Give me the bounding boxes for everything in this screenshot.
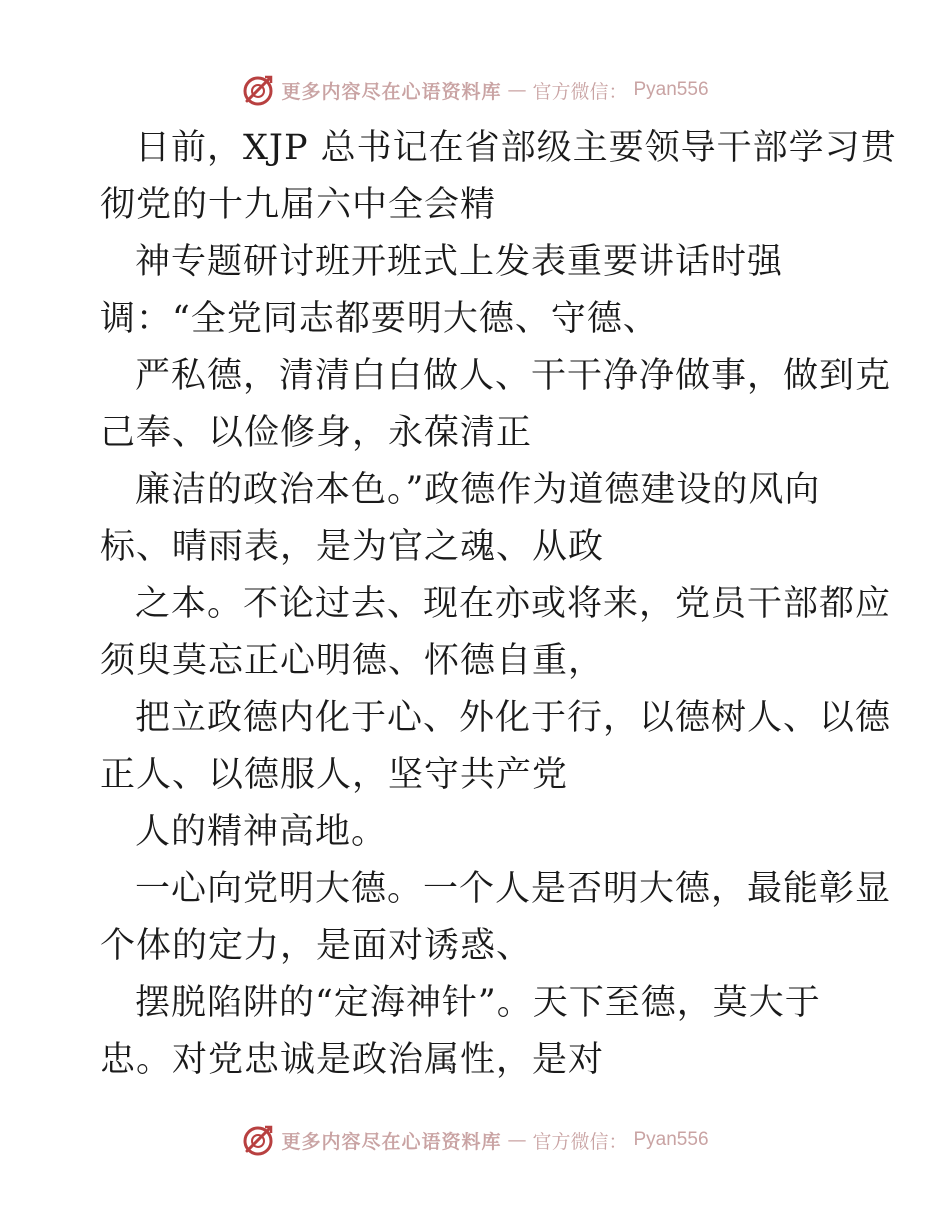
text-line: 彻党的十九届六中全会精 (100, 185, 497, 225)
banner-dash: — (507, 79, 527, 101)
banner-main-text: 更多内容尽在心语资料库 (281, 1130, 502, 1153)
text-line: 调：“全党同志都要明大德、守德、 (100, 299, 659, 339)
text-line: 一心向党明大德。一个人是否明大德，最能彰显 (135, 869, 892, 909)
footer-watermark-banner (0, 1120, 950, 1160)
text-line: 廉洁的政治本色。”政德作为道德建设的风向 (135, 470, 821, 510)
text-line: 正人、以德服人，坚守共产党 (100, 755, 569, 795)
banner-main-text: 更多内容尽在心语资料库 (281, 80, 502, 103)
brand-logo-icon (241, 73, 275, 107)
text-line: 摆脱陷阱的“定海神针”。天下至德，莫大于 (135, 983, 821, 1023)
banner-wechat-id: Pyan556 (633, 79, 709, 100)
banner-wechat-label: 官方微信： (532, 1130, 628, 1153)
text-line: 己奉、以俭修身，永葆清正 (100, 413, 533, 453)
banner-dash: — (507, 1129, 527, 1151)
document-body (100, 120, 897, 1089)
text-line: 须臾莫忘正心明德、怀德自重， (100, 641, 605, 681)
text-line: 严私德，清清白白做人、干干净净做事，做到克 (135, 356, 892, 396)
text-line: 个体的定力，是面对诱惑、 (100, 926, 533, 966)
brand-logo-icon (241, 1123, 275, 1157)
text-line: 神专题研讨班开班式上发表重要讲话时强 (135, 242, 784, 282)
banner-wechat-id: Pyan556 (633, 1129, 709, 1150)
text-line: 之本。不论过去、现在亦或将来，党员干部都应 (135, 584, 892, 624)
banner-wechat-label: 官方微信： (532, 80, 628, 103)
text-line: 标、晴雨表，是为官之魂、从政 (100, 527, 605, 567)
text-line: 人的精神高地。 (135, 812, 388, 852)
text-line: 忠。对党忠诚是政治属性，是对 (100, 1040, 605, 1080)
text-line: 日前，XJP 总书记在省部级主要领导干部学习贯 (135, 128, 897, 168)
header-watermark-banner (0, 70, 950, 110)
text-line: 把立政德内化于心、外化于行，以德树人、以德 (135, 698, 892, 738)
